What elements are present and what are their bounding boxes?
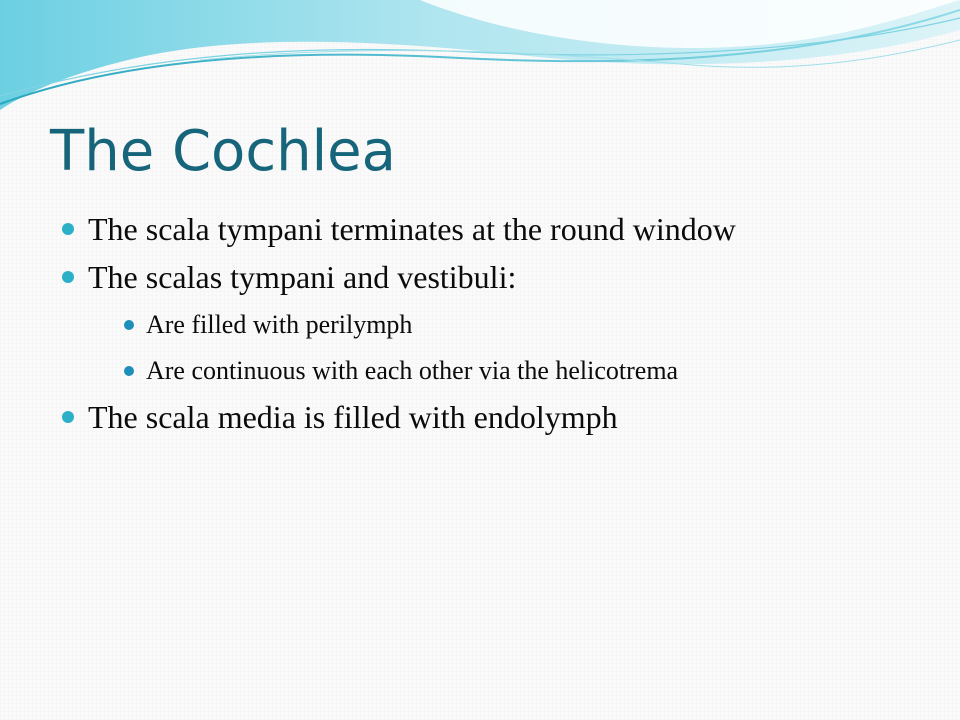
bullet-item [62,394,922,440]
bullet-dot-icon [62,411,74,423]
bullet-list [62,206,922,442]
sub-bullet-list [124,302,922,394]
sub-bullet-item [124,302,922,348]
bullet-text: The scala tympani terminates at the round window [88,211,736,247]
bullet-text: The scala media is filled with endolymph [88,399,618,435]
sub-bullet-item [124,348,922,394]
header-wave-decoration [0,0,960,120]
bullet-item [62,206,922,252]
sub-bullet-dot-icon [124,366,134,376]
slide-title: The Cochlea [50,119,396,184]
sub-bullet-dot-icon [124,320,134,330]
sub-bullet-group [62,302,922,394]
bullet-item [62,254,922,300]
bullet-dot-icon [62,271,74,283]
sub-bullet-text: Are continuous with each other via the helicotrema [146,356,679,385]
sub-bullet-text: Are filled with perilymph [146,310,413,339]
bullet-dot-icon [62,223,74,235]
bullet-text: The scalas tympani and vestibuli: [88,259,517,295]
